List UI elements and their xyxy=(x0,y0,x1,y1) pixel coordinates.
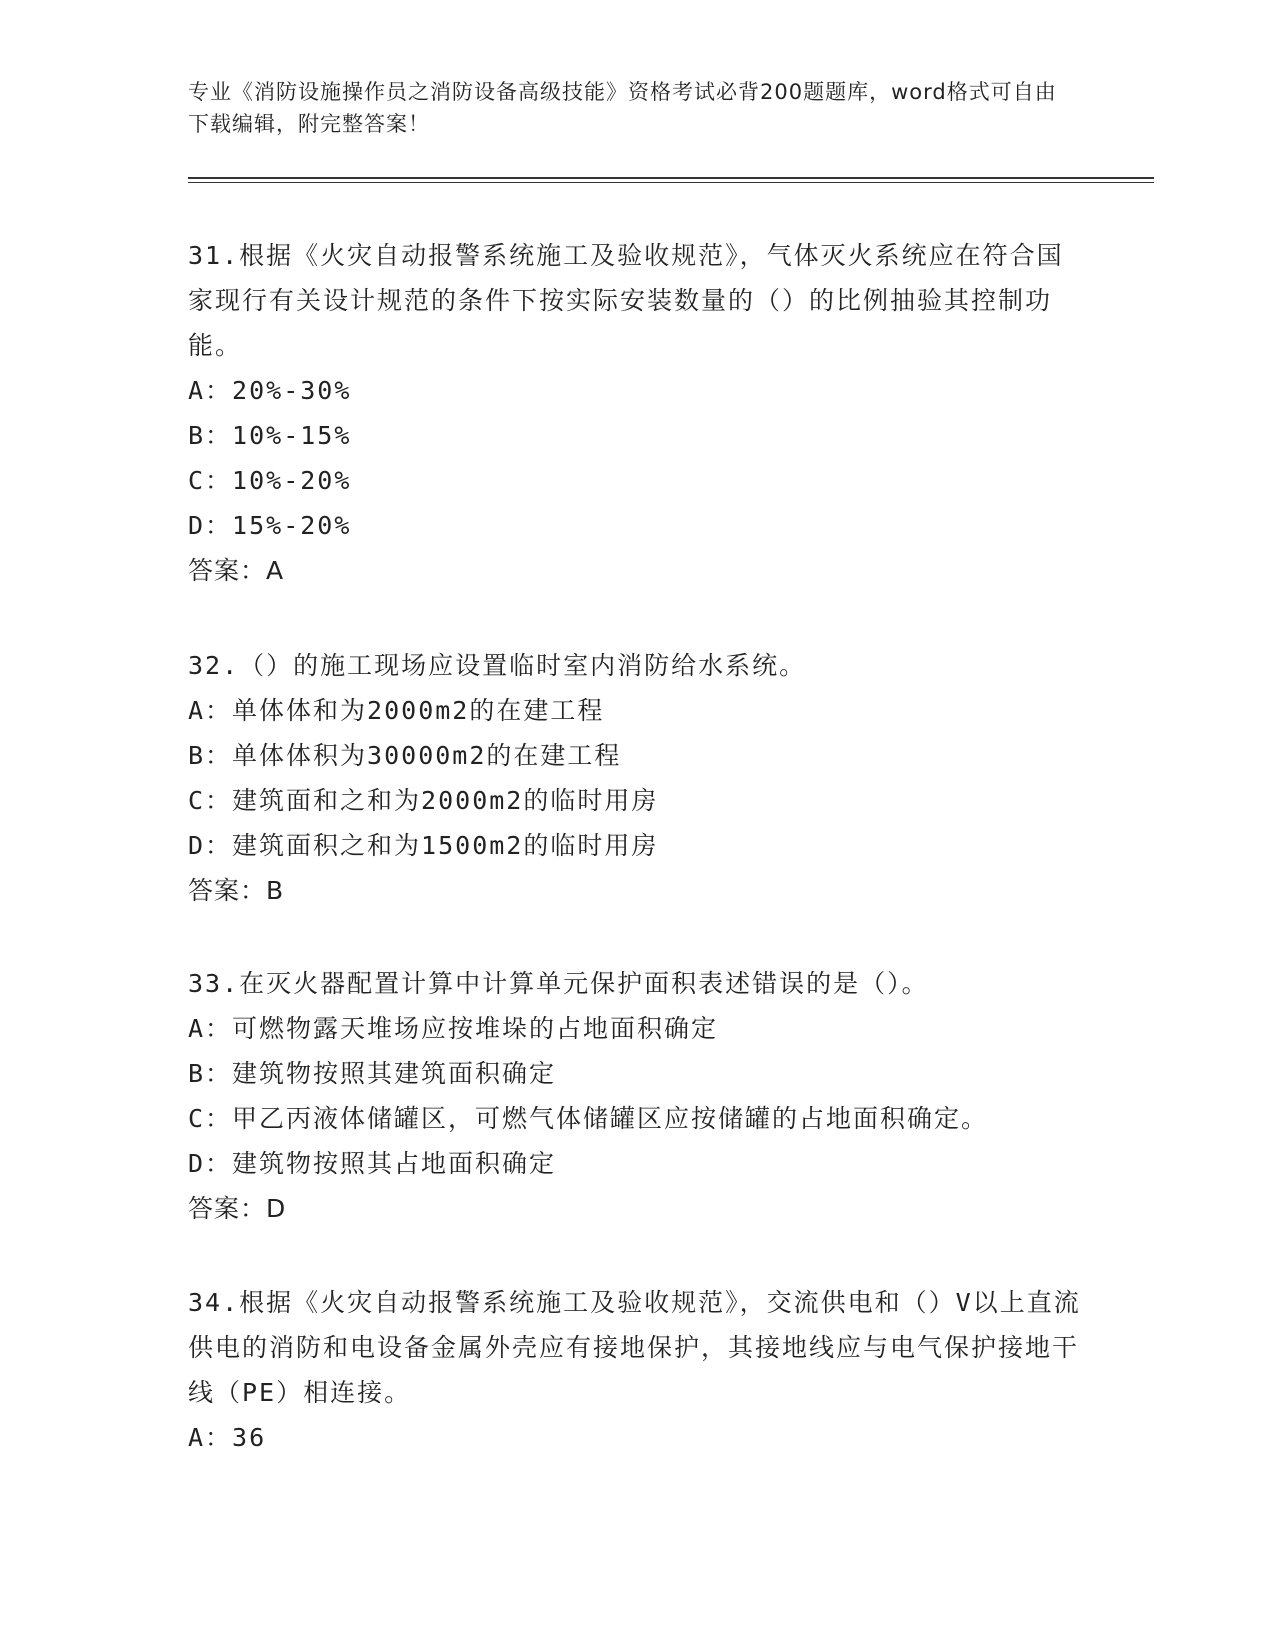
question-stem: 32.（）的施工现场应设置临时室内消防给水系统。 xyxy=(188,651,807,680)
question-stem: 34.根据《火灾自动报警系统施工及验收规范》，交流供电和（）V以上直流供电的消防和电设备金属外壳应有接地保护，其接地线应与电气保护接地干线（PE）相连接。 xyxy=(188,1288,1081,1407)
answer: 答案：A xyxy=(188,556,285,585)
option-d: D：建筑面积之和为1500m2的临时用房 xyxy=(188,831,659,860)
option-b: B：建筑物按照其建筑面积确定 xyxy=(188,1059,557,1088)
document-header: 专业《消防设施操作员之消防设备高级技能》资格考试必背200题题库，word格式可自由下载编辑，附完整答案！ xyxy=(188,80,1057,136)
question-32 xyxy=(188,643,1088,913)
question-34 xyxy=(188,1280,1088,1460)
question-stem: 33.在灭火器配置计算中计算单元保护面积表述错误的是（）。 xyxy=(188,969,929,998)
option-a: A：可燃物露天堆场应按堆垛的占地面积确定 xyxy=(188,1014,719,1043)
option-b: B：单体体积为30000m2的在建工程 xyxy=(188,741,622,770)
option-c: C：建筑面和之和为2000m2的临时用房 xyxy=(188,786,659,815)
answer: 答案：D xyxy=(188,1194,287,1223)
option-d: D：建筑物按照其占地面积确定 xyxy=(188,1149,557,1178)
header-rule-thick xyxy=(188,177,1154,179)
question-stem: 31.根据《火灾自动报警系统施工及验收规范》，气体灭火系统应在符合国家现行有关设计规范的条件下按实际安装数量的（）的比例抽验其控制功能。 xyxy=(188,241,1064,360)
question-33 xyxy=(188,961,1088,1231)
answer: 答案：B xyxy=(188,876,285,905)
question-31 xyxy=(188,233,1088,593)
option-d: D：15%-20% xyxy=(188,511,352,540)
option-c: C：10%-20% xyxy=(188,466,352,495)
header-rule-thin xyxy=(188,182,1154,183)
option-c: C：甲乙丙液体储罐区，可燃气体储罐区应按储罐的占地面积确定。 xyxy=(188,1104,989,1133)
option-a: A：36 xyxy=(188,1423,267,1452)
option-b: B：10%-15% xyxy=(188,421,352,450)
option-a: A：20%-30% xyxy=(188,376,352,405)
option-a: A：单体体和为2000m2的在建工程 xyxy=(188,696,605,725)
